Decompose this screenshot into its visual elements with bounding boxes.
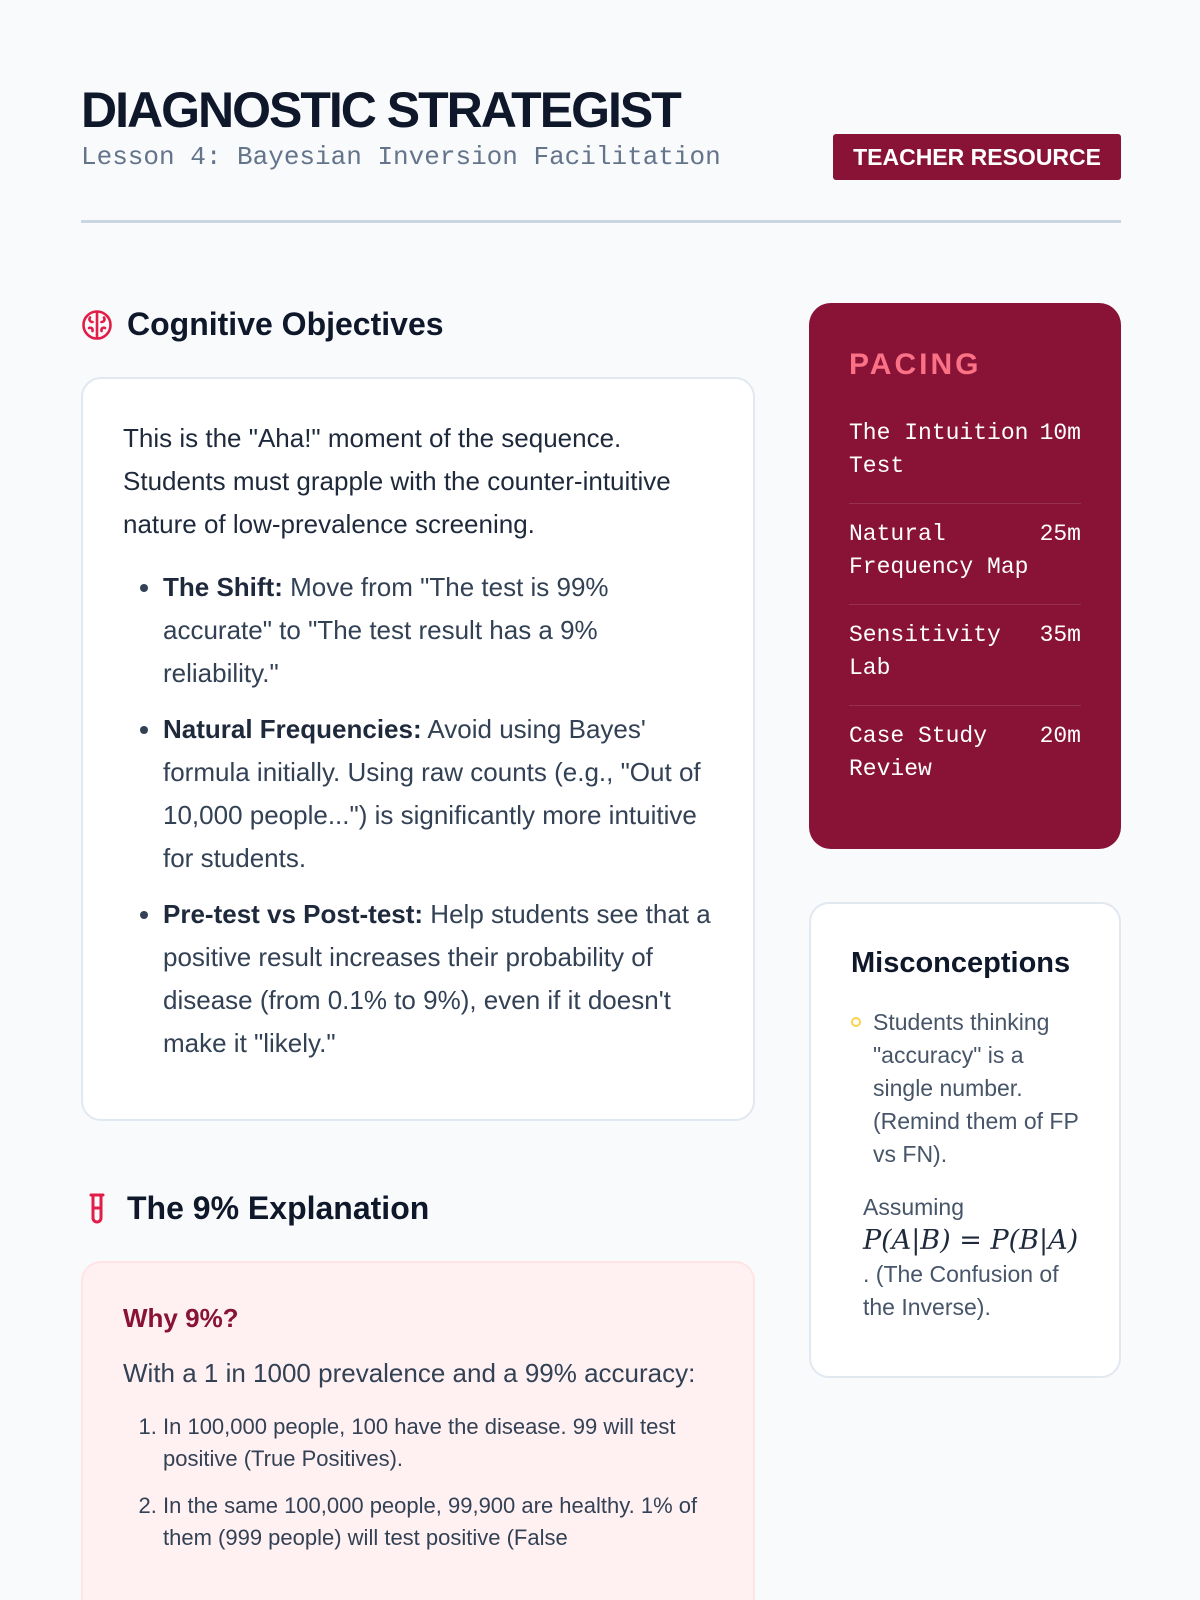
objectives-heading [81, 306, 444, 343]
note-suffix: . (The Confusion of the Inverse). [863, 1261, 1059, 1320]
page-header [81, 80, 1121, 174]
list-item-text: Move from "The test is 99% accurate" to "The test result has a 9% reliability." [163, 572, 609, 688]
objectives-list [123, 566, 713, 1065]
objectives-intro: This is the "Aha!" moment of the sequence. Students must grapple with the counter-intuitive nature of low-prevalence screening. [123, 423, 671, 539]
pacing-activity: Sensitivity Lab [849, 622, 1001, 681]
explanation-heading [81, 1190, 429, 1227]
pacing-duration: 10m [1039, 420, 1081, 446]
misconceptions-panel [809, 902, 1121, 1378]
misconceptions-title: Misconceptions [851, 947, 1071, 979]
pacing-title: PACING [849, 348, 982, 381]
page-title: DIAGNOSTIC STRATEGIST [81, 82, 680, 138]
explanation-steps [123, 1411, 713, 1554]
pacing-activity: The Intuition Test [849, 420, 1029, 479]
misconception-text: Students thinking "accuracy" is a single number. (Remind them of FP vs FN). [873, 1009, 1079, 1167]
note-prefix: Assuming [863, 1194, 964, 1220]
list-item [163, 893, 713, 1065]
bullet-dot-icon [851, 1017, 861, 1027]
pacing-activity: Case Study Review [849, 723, 988, 782]
pacing-row [849, 403, 1081, 504]
list-item-term: Pre-test vs Post-test: [163, 899, 424, 929]
callout-body: With a 1 in 1000 prevalence and a 99% accuracy: [123, 1358, 696, 1388]
header-divider [81, 220, 1121, 223]
pacing-duration: 35m [1039, 622, 1081, 648]
callout-title: Why 9%? [123, 1303, 239, 1333]
pacing-duration: 25m [1039, 521, 1081, 547]
list-item [163, 566, 713, 695]
misconception-note [851, 1191, 1079, 1324]
pacing-row [849, 706, 1081, 806]
objectives-heading-text: Cognitive Objectives [127, 306, 444, 342]
teacher-resource-badge: TEACHER RESOURCE [833, 134, 1121, 180]
list-item: 2. In the same 100,000 people, 99,900 are healthy. 1% of them (999 people) will test positive (False [163, 1490, 713, 1554]
pacing-row [849, 504, 1081, 605]
brain-icon [81, 309, 113, 341]
pacing-duration: 20m [1039, 723, 1081, 749]
list-item [163, 708, 713, 880]
list-item-term: Natural Frequencies: [163, 714, 422, 744]
pacing-row [849, 605, 1081, 706]
explanation-heading-text: The 9% Explanation [127, 1190, 430, 1226]
page-subtitle: Lesson 4: Bayesian Inversion Facilitation [81, 142, 721, 172]
inverse-formula: P(A|B) = P(B|A) [863, 1225, 1079, 1256]
explanation-callout [81, 1261, 755, 1600]
list-item: 1. In 100,000 people, 100 have the disease. 99 will test positive (True Positives). [163, 1411, 713, 1475]
test-tube-icon [81, 1192, 113, 1226]
list-item-text: Help students see that a positive result increases their probability of disease (from 0.1% to 9%), even if it doesn't make it "likely." [163, 899, 711, 1058]
pacing-panel [809, 303, 1121, 849]
list-item-text: Avoid using Bayes' formula initially. Using raw counts (e.g., "Out of 10,000 people...") is significantly more intuitive for students. [163, 714, 701, 873]
list-item-term: The Shift: [163, 572, 283, 602]
list-item [851, 1006, 1079, 1171]
objectives-card [81, 377, 755, 1121]
pacing-activity: Natural Frequency Map [849, 521, 1029, 580]
